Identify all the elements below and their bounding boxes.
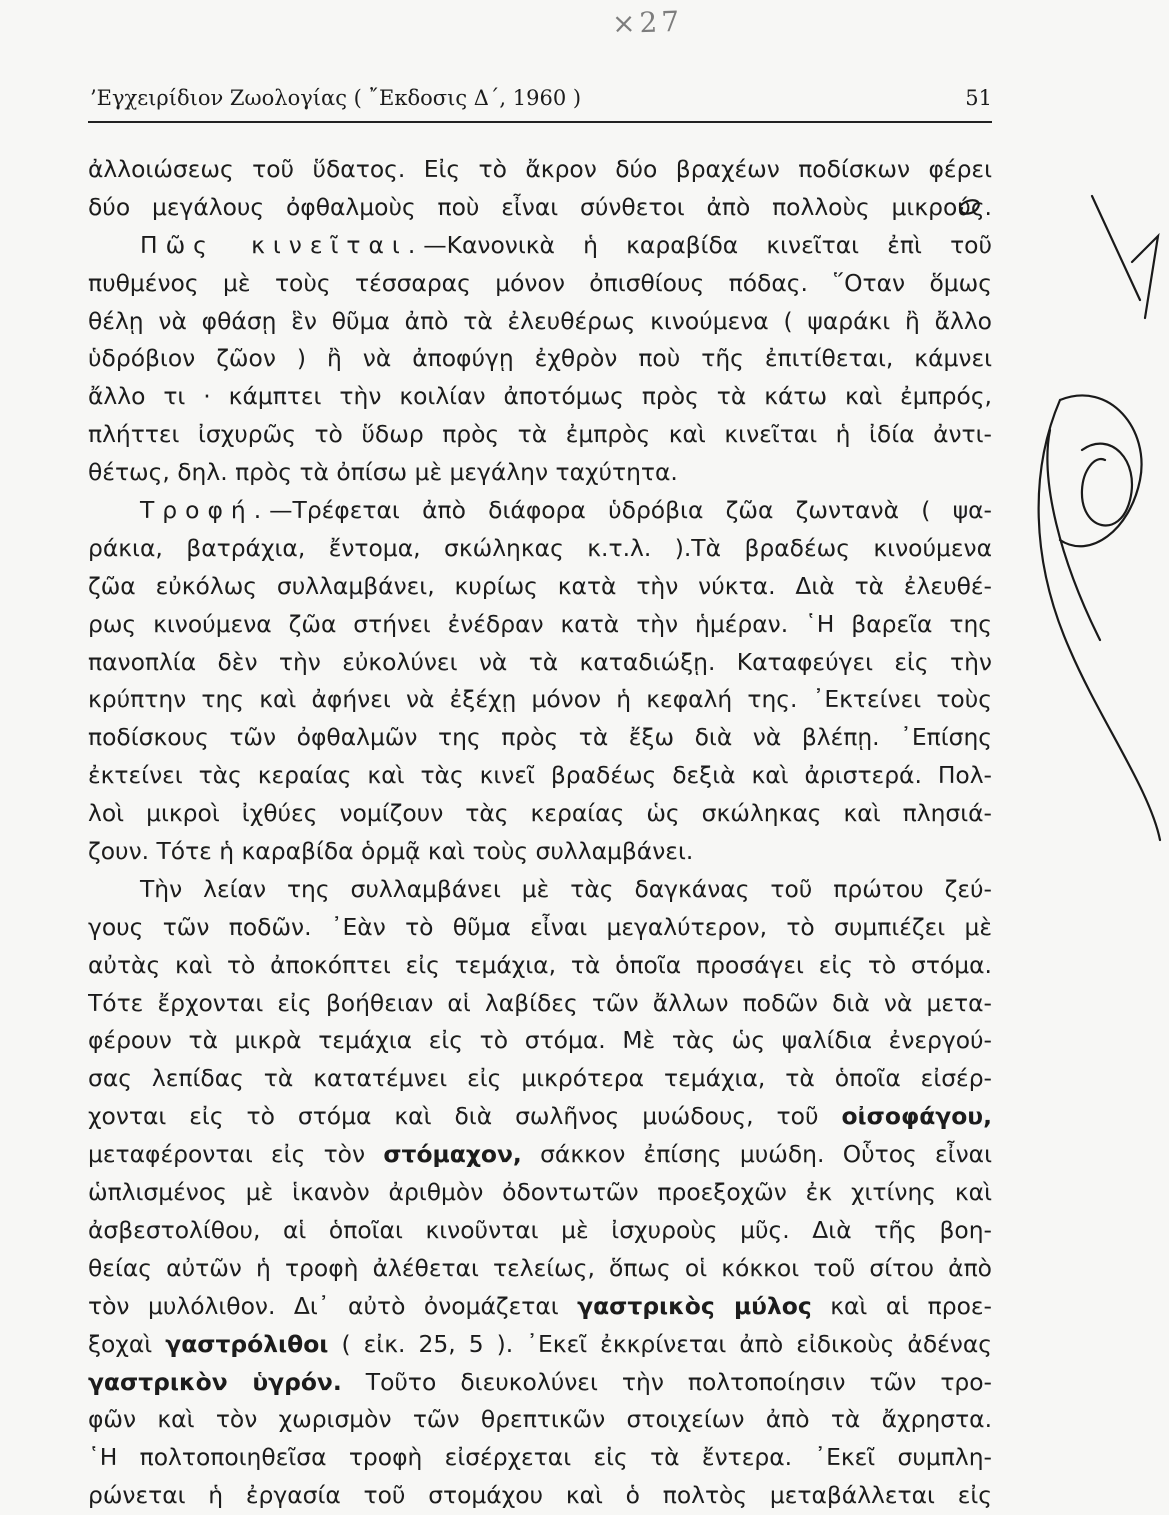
text-line (88, 1477, 992, 1515)
bold-term: στόμαχον, (383, 1140, 522, 1169)
text-run: γους τῶν ποδῶν. ᾿Εὰν τὸ θῦμα εἶναι μεγαλύτερον, τὸ συμπιέζει μὲ (88, 912, 992, 941)
pen-loop-inner (1082, 444, 1132, 526)
text-line (88, 909, 992, 947)
text-run: τὸν μυλόλιθον. Δι᾿ αὐτὸ ὀνομάζεται (88, 1291, 578, 1320)
text-run: ( εἰκ. 25, 5 ). ᾿Εκεῖ ἐκκρίνεται ἀπὸ εἰδικοὺς ἀδένας (328, 1329, 992, 1358)
text-run: —Τρέφεται ἀπὸ διάφορα ὑδρόβια ζῶα ζωντανὰ ( ψα- (269, 496, 992, 525)
text-run: ὑδρόβιον ζῶον ) ἢ νὰ ἀποφύγῃ ἐχθρὸν ποὺ τῆς ἐπιτίθεται, κάμνει (88, 344, 992, 373)
text-line (88, 871, 992, 909)
text-run: ῾Η πολτοποιηθεῖσα τροφὴ εἰσέρχεται εἰς τὰ ἔντερα. ᾿Εκεῖ συμπλη- (88, 1443, 992, 1472)
text-run: σας λεπίδας τὰ κατατέμνει εἰς μικρότερα τεμάχια, τὰ ὁποῖα εἰσέρ- (88, 1064, 992, 1093)
page-number: 51 (965, 86, 992, 110)
text-line (88, 1060, 992, 1098)
text-line (88, 985, 992, 1023)
text-run: πλήττει ἰσχυρῶς τὸ ὕδωρ πρὸς τὰ ἐμπρὸς καὶ κινεῖται ἡ ἰδία ἀντι- (88, 420, 992, 449)
text-run: σάκκον ἐπίσης μυώδη. Οὗτος εἶναι (521, 1140, 992, 1169)
text-run: Τοῦτο διευκολύνει τὴν πολτοποίησιν τῶν τρο- (341, 1367, 992, 1396)
pen-hook (1047, 430, 1100, 640)
text-run: ζῶα εὐκόλως συλλαμβάνει, κυρίως κατὰ τὴν νύκτα. Διὰ τὰ ἐλευθέ- (88, 571, 992, 600)
text-line (88, 1212, 992, 1250)
bold-term: γαστρόλιθοι (165, 1329, 329, 1358)
body-text (88, 151, 992, 1515)
text-run: φῶν καὶ τὸν χωρισμὸν τῶν θρεπτικῶν στοιχείων ἀπὸ τὰ ἄχρηστα. (88, 1405, 992, 1434)
text-run: καὶ αἱ προε- (811, 1291, 992, 1320)
pen-stroke-right (1132, 236, 1158, 318)
header-title: ’Εγχειρίδιον Ζωολογίας ( ῎Εκδοσις Δ΄, 1960 ) (90, 86, 582, 110)
text-run: ἀλλοιώσεως τοῦ ὕδατος. Εἰς τὸ ἄκρον δύο βραχέων ποδίσκων φέρει (88, 155, 992, 183)
text-run: χονται εἰς τὸ στόμα καὶ διὰ σωλῆνος μυώδους, τοῦ (88, 1102, 842, 1131)
text-line (88, 833, 992, 871)
text-run: —Κανονικὰ ἡ καραβίδα κινεῖται ἐπὶ τοῦ (423, 230, 992, 259)
text-line (88, 681, 992, 719)
text-line (88, 606, 992, 644)
running-header (90, 86, 992, 120)
text-line (88, 1401, 992, 1439)
text-run: ξοχαὶ (88, 1329, 166, 1358)
text-run: μεταφέρονται εἰς τὸν (88, 1140, 384, 1169)
text-line (88, 189, 992, 227)
text-run: ποδίσκους τῶν ὀφθαλμῶν της πρὸς τὰ ἔξω διὰ νὰ βλέπῃ. ᾿Επίσης (88, 723, 992, 752)
text-line (88, 795, 992, 833)
text-line (88, 947, 992, 985)
text-run: ἀσβεστολίθου, αἱ ὁποῖαι κινοῦνται μὲ ἰσχυροὺς μῦς. Διὰ τῆς βοη- (88, 1215, 992, 1244)
text-run: θείας αὐτῶν ἡ τροφὴ ἀλέθεται τελείως, ὅπως οἱ κόκκοι τοῦ σίτου ἀπὸ (88, 1253, 992, 1282)
text-line (88, 1098, 992, 1136)
text-run: ἐκτείνει τὰς κεραίας καὶ τὰς κινεῖ βραδέως δεξιὰ καὶ ἀριστερά. Πολ- (88, 761, 992, 790)
text-line (88, 530, 992, 568)
text-run: ὡπλισμένος μὲ ἱκανὸν ἀριθμὸν ὀδοντωτῶν προεξοχῶν ἐκ χιτίνης καὶ (88, 1178, 992, 1207)
text-line (88, 454, 992, 492)
text-run: ρώνεται ἡ ἐργασία τοῦ στομάχου καὶ ὁ πολτὸς μεταβάλλεται εἰς (88, 1481, 992, 1510)
text-run: ράκια, βατράχια, ἔντομα, σκώληκας κ.τ.λ. ).Τὰ βραδέως κινούμενα (88, 533, 992, 562)
text-run: θέτως, δηλ. πρὸς τὰ ὀπίσω μὲ μεγάλην ταχύτητα. (88, 458, 678, 487)
text-run: Τὴν λείαν της συλλαμβάνει μὲ τὰς δαγκάνας τοῦ πρώτου ζεύ- (140, 874, 992, 903)
text-run: λοὶ μικροὶ ἰχθύες νομίζουν τὰς κεραίας ὡς σκώληκας καὶ πλησιά- (88, 799, 992, 828)
bold-term: γαστρικὸς μύλος (577, 1291, 812, 1320)
text-run: φέρουν τὰ μικρὰ τεμάχια εἰς τὸ στόμα. Μὲ τὰς ὡς ψαλίδια ἐνεργού- (88, 1026, 992, 1055)
text-run: δύο μεγάλους ὀφθαλμοὺς ποὺ εἶναι σύνθετοι ἀπὸ πολλοὺς μικρούς. (88, 192, 992, 221)
text-run: πυθμένος μὲ τοὺς τέσσαρας μόνον ὀπισθίους πόδας. ῞Οταν ὅμως (88, 268, 992, 297)
text-line (88, 1326, 992, 1364)
text-line (88, 1136, 992, 1174)
text-run: κρύπτην της καὶ ἀφήνει νὰ ἐξέχῃ μόνον ἡ κεφαλή της. ᾿Εκτείνει τοὺς (88, 685, 992, 714)
text-line (88, 151, 992, 189)
section-heading: Πῶς κινεῖται. (140, 230, 424, 259)
header-rule (88, 121, 992, 123)
text-line (88, 1288, 992, 1326)
text-run: ρως κινούμενα ζῶα στήνει ἐνέδραν κατὰ τὴν ἡμέραν. ῾Η βαρεῖα της (88, 609, 992, 638)
bold-term: οἰσοφάγου, (841, 1102, 992, 1131)
text-run: πανοπλία δὲν τὴν εὐκολύνει νὰ τὰ καταδιώξῃ. Καταφεύγει εἰς τὴν (88, 647, 992, 676)
text-line (88, 303, 992, 341)
handwritten-annotation: ×27 (611, 4, 684, 41)
pen-stroke-left (1092, 196, 1140, 300)
text-line (88, 719, 992, 757)
text-line (88, 1022, 992, 1060)
text-line (88, 644, 992, 682)
pen-loop-large (1039, 395, 1160, 840)
text-line (88, 492, 992, 530)
text-line (88, 1364, 992, 1402)
text-line (88, 1250, 992, 1288)
text-run: ζουν. Τότε ἡ καραβίδα ὁρμᾷ καὶ τοὺς συλλαμβάνει. (88, 837, 694, 866)
text-run: αὐτὰς καὶ τὸ ἀποκόπτει εἰς τεμάχια, τὰ ὁποῖα προσάγει εἰς τὸ στόμα. (88, 950, 992, 979)
text-line (88, 340, 992, 378)
text-line (88, 1439, 992, 1477)
text-run: θέλῃ νὰ φθάσῃ ἓν θῦμα ἀπὸ τὰ ἐλευθέρως κινούμενα ( ψαράκι ἢ ἄλλο (88, 306, 992, 335)
text-line (88, 227, 992, 265)
text-line (88, 265, 992, 303)
text-line (88, 416, 992, 454)
text-line (88, 568, 992, 606)
text-line (88, 1174, 992, 1212)
text-line (88, 757, 992, 795)
section-heading: Τροφή. (140, 496, 270, 525)
text-line (88, 378, 992, 416)
bold-term: γαστρικὸν ὑγρόν. (88, 1367, 342, 1396)
text-run: ἄλλο τι · κάμπτει τὴν κοιλίαν ἀποτόμως πρὸς τὰ κάτω καὶ ἐμπρός, (88, 382, 992, 411)
text-run: Τότε ἔρχονται εἰς βοήθειαν αἱ λαβίδες τῶν ἄλλων ποδῶν διὰ νὰ μετα- (88, 988, 992, 1017)
